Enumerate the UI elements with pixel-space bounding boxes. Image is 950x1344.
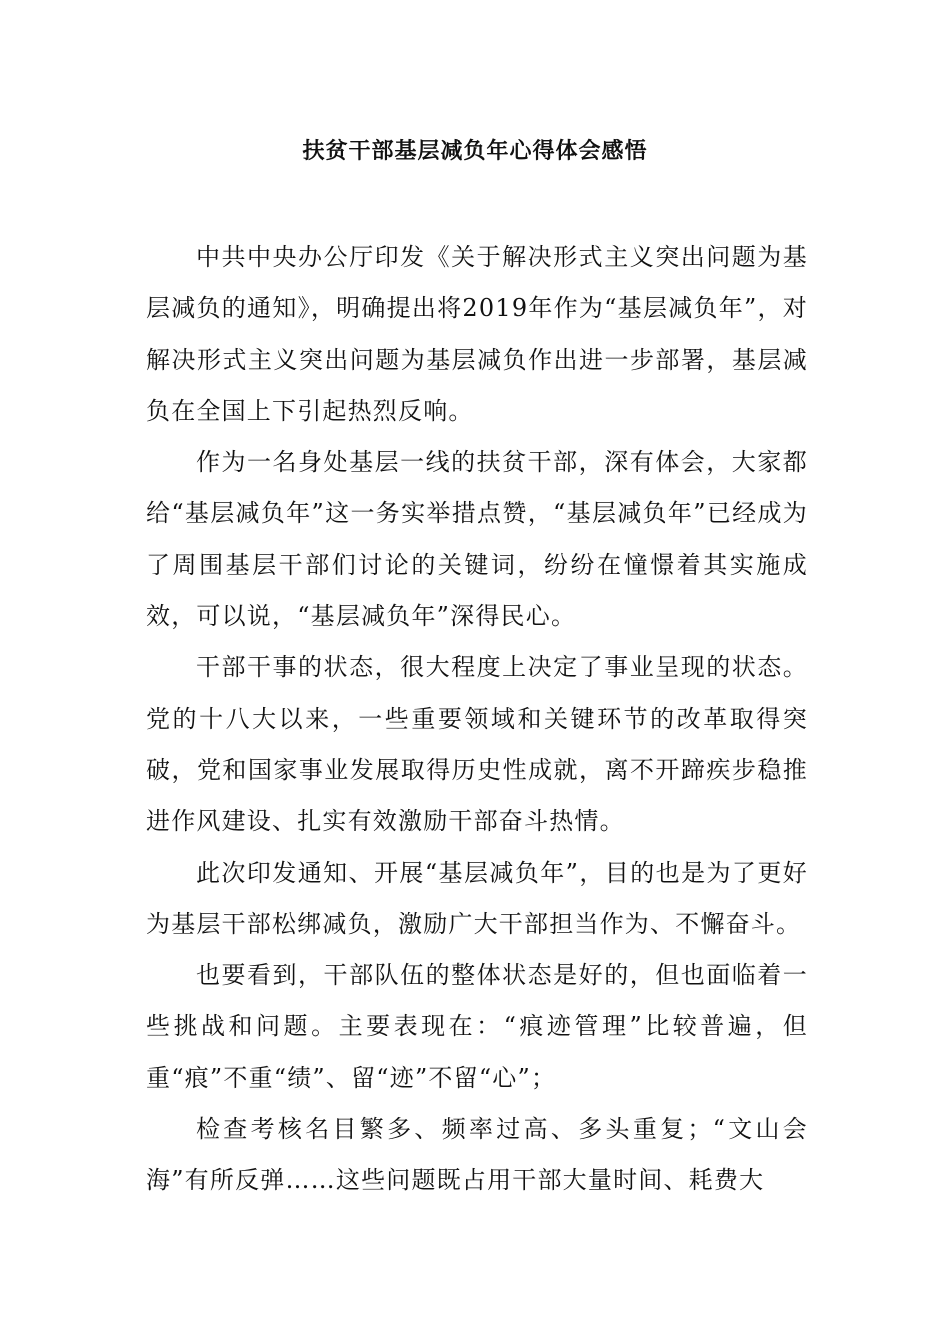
- paragraph: 此次印发通知、开展“基层减负年”，目的也是为了更好为基层干部松绑减负，激励广大干部担当作为、不懈奋斗。: [146, 858, 808, 938]
- paragraph: 中共中央办公厅印发《关于解决形式主义突出问题为基层减负的通知》，明确提出将2019年作为“基层减负年”，对解决形式主义突出问题为基层减负作出进一步部署，基层减负在全国上下引起热烈反响。: [146, 243, 808, 425]
- document-body: [146, 232, 808, 1207]
- document-title: 扶贫干部基层减负年心得体会感悟: [302, 139, 648, 164]
- paragraph: 干部干事的状态，很大程度上决定了事业呈现的状态。党的十八大以来，一些重要领域和关键环节的改革取得突破，党和国家事业发展取得历史性成就，离不开蹄疾步稳推进作风建设、扎实有效激励干部奋斗热情。: [146, 653, 808, 836]
- paragraph: 作为一名身处基层一线的扶贫干部，深有体会，大家都给“基层减负年”这一务实举措点赞，“基层减负年”已经成为了周围基层干部们讨论的关键词，纷纷在憧憬着其实施成效，可以说，“基层减负年”深得民心。: [146, 448, 808, 631]
- paragraph: 检查考核名目繁多、频率过高、多头重复；“文山会海”有所反弹……这些问题既占用干部大量时间、耗费大: [146, 1115, 808, 1195]
- paragraph: 也要看到，干部队伍的整体状态是好的，但也面临着一些挑战和问题。主要表现在：“痕迹管理”比较普遍，但重“痕”不重“绩”、留“迹”不留“心”；: [146, 961, 808, 1092]
